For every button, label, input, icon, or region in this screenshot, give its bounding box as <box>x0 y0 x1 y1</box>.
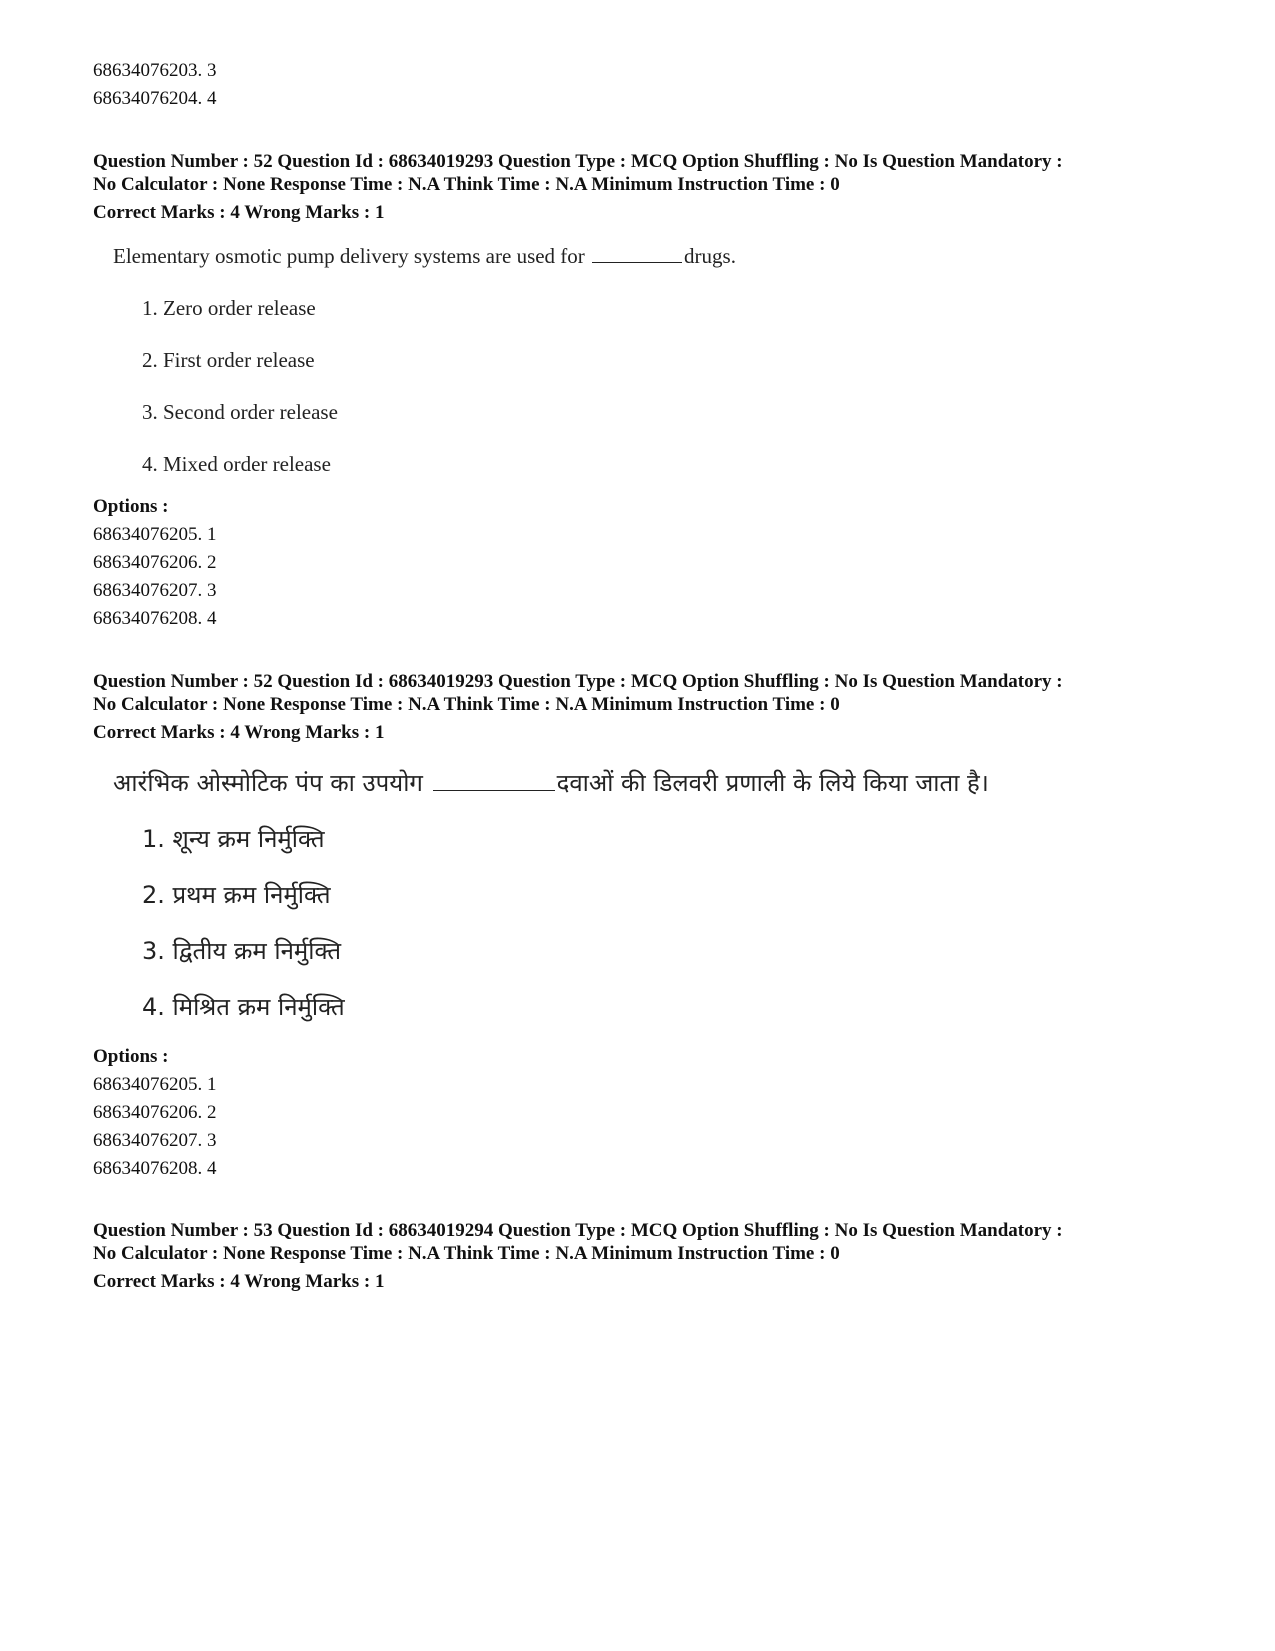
question-header-line1: Question Number : 52 Question Id : 68634019293 Question Type : MCQ Option Shuffling : No Is Question Mandatory : <box>93 151 1063 172</box>
options-label: Options : <box>93 1046 169 1067</box>
question-marks: Correct Marks : 4 Wrong Marks : 1 <box>93 722 385 743</box>
question-stem-after: दवाओं की डिलवरी प्रणाली के लिये किया जाता है। <box>556 769 989 797</box>
option-line: 68634076205. 1 <box>93 1074 217 1095</box>
option-line: 68634076208. 4 <box>93 608 217 629</box>
choice-item: 3. Second order release <box>142 400 338 424</box>
option-line: 68634076205. 1 <box>93 524 217 545</box>
question-header-line2: No Calculator : None Response Time : N.A Think Time : N.A Minimum Instruction Time : 0 <box>93 174 840 195</box>
choice-item: 3. द्वितीय क्रम निर्मुक्ति <box>142 937 342 965</box>
choice-item: 4. मिश्रित क्रम निर्मुक्ति <box>142 993 345 1021</box>
choice-item: 1. शून्य क्रम निर्मुक्ति <box>142 825 325 853</box>
option-line: 68634076207. 3 <box>93 580 217 601</box>
question-stem-before: आरंभिक ओस्मोटिक पंप का उपयोग <box>113 769 423 797</box>
options-label: Options : <box>93 496 169 517</box>
question-stem-after: drugs. <box>684 244 736 268</box>
answer-blank <box>592 261 682 263</box>
question-header-line2: No Calculator : None Response Time : N.A Think Time : N.A Minimum Instruction Time : 0 <box>93 1243 840 1264</box>
option-line: 68634076204. 4 <box>93 88 217 109</box>
question-header-line1: Question Number : 52 Question Id : 68634019293 Question Type : MCQ Option Shuffling : No Is Question Mandatory : <box>93 671 1063 692</box>
option-line: 68634076208. 4 <box>93 1158 217 1179</box>
question-stem <box>113 766 989 799</box>
question-header-line1: Question Number : 53 Question Id : 68634019294 Question Type : MCQ Option Shuffling : No Is Question Mandatory : <box>93 1220 1063 1241</box>
question-marks: Correct Marks : 4 Wrong Marks : 1 <box>93 1271 385 1292</box>
choice-item: 4. Mixed order release <box>142 452 331 476</box>
question-marks: Correct Marks : 4 Wrong Marks : 1 <box>93 202 385 223</box>
option-line: 68634076206. 2 <box>93 552 217 573</box>
choice-item: 2. प्रथम क्रम निर्मुक्ति <box>142 881 331 909</box>
question-stem <box>113 244 736 269</box>
option-line: 68634076203. 3 <box>93 60 217 81</box>
question-header-line2: No Calculator : None Response Time : N.A Think Time : N.A Minimum Instruction Time : 0 <box>93 694 840 715</box>
answer-blank <box>433 789 555 791</box>
choice-item: 2. First order release <box>142 348 315 372</box>
option-line: 68634076207. 3 <box>93 1130 217 1151</box>
choice-item: 1. Zero order release <box>142 296 316 320</box>
question-stem-before: Elementary osmotic pump delivery systems are used for <box>113 244 585 268</box>
option-line: 68634076206. 2 <box>93 1102 217 1123</box>
